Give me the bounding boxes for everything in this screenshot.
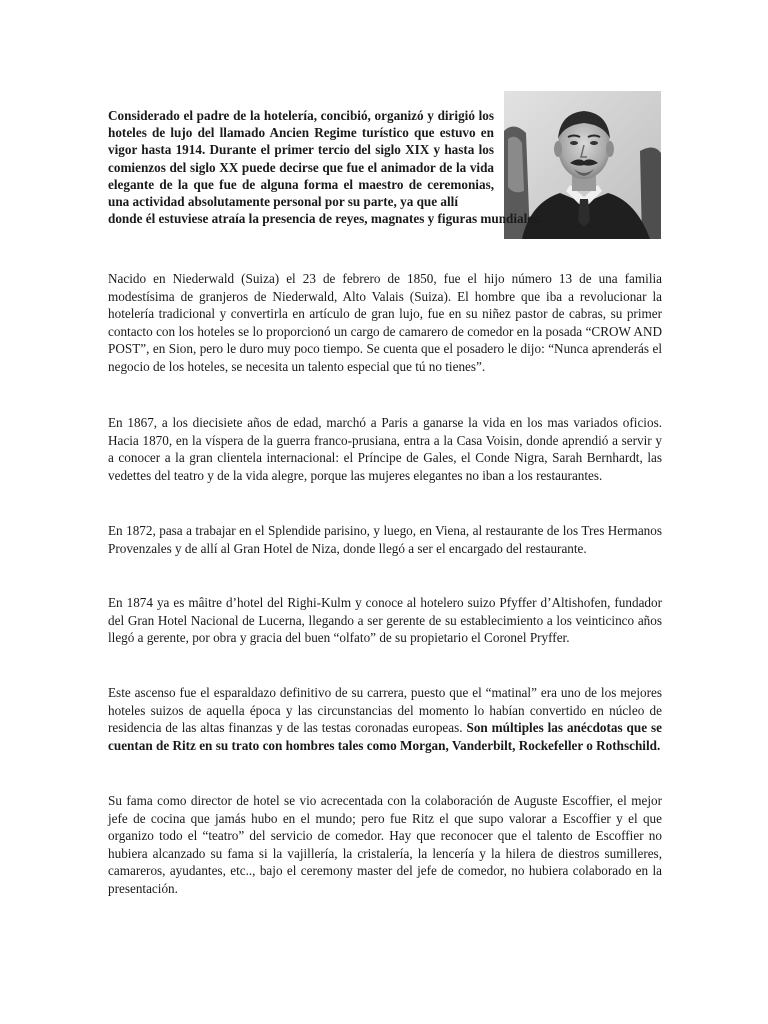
paragraph-paris bbox=[108, 414, 662, 484]
paragraph-text: En 1874 ya es mâitre d’hotel del Righi-Kulm y conoce al hotelero suizo Pfyffer d’Altishofen, fundador del Gran Hotel Nacional de Lucerna, llegando a ser gerente de su establecimiento a los veinticinco años llegó a gerente, por obra y gracia del buen “olfato” de su propietario el Coronel Pryffer. bbox=[108, 595, 662, 646]
paragraph-bold-text: Son múltiples las anécdotas que se cuentan de Ritz en su trato con hombres tales como Morgan, Vanderbilt, Rockefeller o Rothschild. bbox=[108, 720, 662, 753]
paragraph-escoffier bbox=[108, 792, 662, 898]
paragraph-text: Su fama como director de hotel se vio acrecentada con la colaboración de Auguste Escoffier, el mejor jefe de cocina que jamás hubo en el mundo; pero fue Ritz el que supo valorar a Escoffier y el que organizo todo el “teatro” del servicio de comedor. Hay que reconocer que el talento de Escoffier no hubiera alcanzado su fama si la vajillería, la cristalería, la lencería y la hilera de diestros sumilleres, camareros, ayudantes, etc.., bajo el ceremony master del jefe de comedor, no hubiera colaborado en la presentación. bbox=[108, 793, 662, 896]
paragraph-birth bbox=[108, 270, 662, 376]
intro-text: Considerado el padre de la hotelería, concibió, organizó y dirigió los hoteles de lujo del llamado Ancien Regime turístico que estuvo en vigor hasta 1914. Durante el primer tercio del siglo XIX y hasta los comienzos del siglo XX puede decirse que fue el animador de la vida elegante de la que fue de alguna forma el maestro de ceremonias, una actividad absolutamente personal por su parte, ya que allí bbox=[108, 108, 494, 210]
paragraph-text: En 1867, a los diecisiete años de edad, marchó a Paris a ganarse la vida en los mas variados oficios. Hacia 1870, en la víspera de la guerra franco-prusiana, entra a la Casa Voisin, donde aprendió a servir y a conocer a la gran clientela internacional: el Príncipe de Gales, el Conde Nigra, Sarah Bernhardt, las vedettes del teatro y de la vida alegre, porque las mujeres elegantes no iban a los restaurantes. bbox=[108, 415, 662, 483]
paragraph-ascent bbox=[108, 684, 662, 754]
paragraph-splendide bbox=[108, 522, 662, 557]
paragraph-righi-kulm bbox=[108, 594, 662, 647]
intro-last-line: donde él estuviese atraía la presencia de reyes, magnates y figuras mundiales. bbox=[108, 211, 542, 227]
paragraph-text: Este ascenso fue el esparaldazo definitivo de su carrera, puesto que el “matinal” era uno de los mejores hoteles suizos de aquella época y las circunstancias del momento lo habían convertido en núcleo de residencia de las altas finanzas y de las testas coronadas europeas. bbox=[108, 685, 662, 736]
paragraph-text: En 1872, pasa a trabajar en el Splendide parisino, y luego, en Viena, al restaurante de los Tres Hermanos Provenzales y de allí al Gran Hotel de Niza, donde llegó a ser el encargado del restaurante. bbox=[108, 523, 662, 556]
paragraph-text: Nacido en Niederwald (Suiza) el 23 de febrero de 1850, fue el hijo número 13 de una familia modestísima de granjeros de Niederwald, Alto Valais (Suiza). El hombre que iba a revolucionar la hotelería tradicional y convertirla en artículo de gran lujo, fue en su niñez pastor de cabras, su primer contacto con los hoteles se lo proporcionó un cargo de camarero de comedor en la posada “CROW AND POST”, en Sion, pero le duro muy poco tiempo. Se cuenta que el posadero le dijo: “Nunca aprenderás el negocio de los hoteles, se necesita un talento especial que tú no tienes”. bbox=[108, 271, 662, 374]
intro-paragraph bbox=[108, 107, 662, 227]
